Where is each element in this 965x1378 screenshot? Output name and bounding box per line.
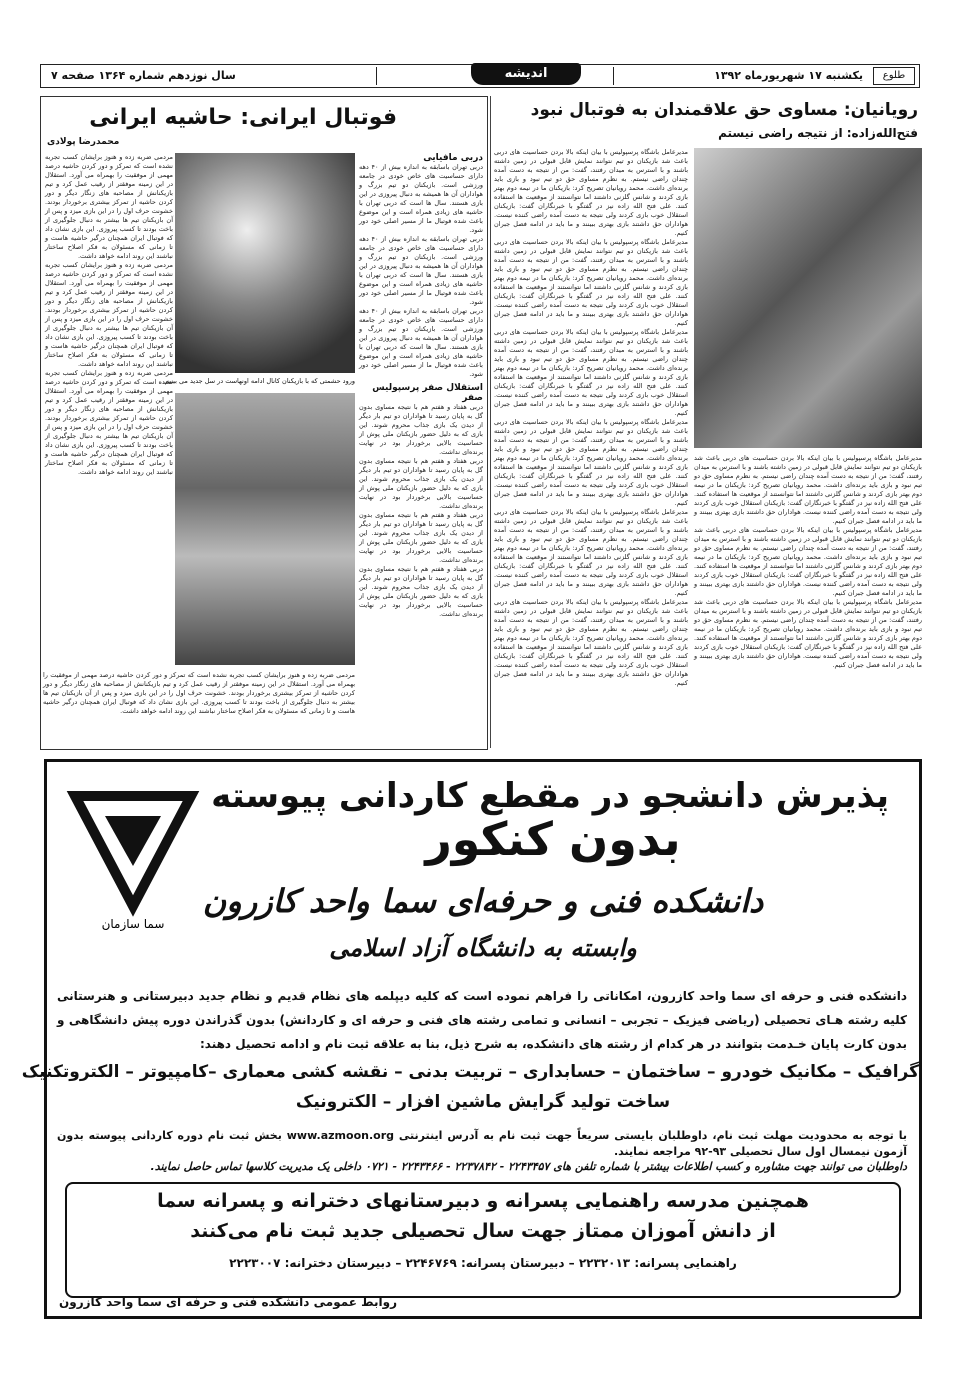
newspaper-logo: طلوع [873,67,915,85]
article-right-text-col1: مدیرعامل باشگاه پرسپولیس با بیان اینکه بالا بردن حساسیت های دربی باعث شد بازیکنان دو تیم نتوانند نمایش قابل قبولی در زمین داشته باشند و با استرس به میدان رفتند، گفت: من از نتیجه به دست آمده چندان راضی نیستم. به نظرم مساوی حق دو تیم نبود و بازی باید برنده‌ای داشت. محمد رویانیان تصریح کرد: بازیکنان ما در نیمه دوم بهتر بازی کردند و شانس گلزنی داشتند اما نتوانستند از موقعیت ها استفاده کنند. علی فتح الله زاده نیز در گفتگو با خبرنگاران گفت: بازیکنان استقلال خوب بازی کردند ولی نتیجه به دست آمده راضی کننده نیست. هواداران حق داشتند بازی بهتری ببینند و ما باید در ادامه فصل جبران کنیم. مدیرعامل باشگاه پرسپولیس با بیان اینکه بالا بردن حساسیت های دربی باعث شد بازیکنان دو تیم نتوانند نمایش قابل قبولی در زمین داشته باشند و با استرس به میدان رفتند، گفت: من از نتیجه به دست آمده چندان راضی نیستم. به نظرم مساوی حق دو تیم نبود و بازی باید برنده‌ای داشت. محمد رویانیان تصریح کرد: بازیکنان ما در نیمه دوم بهتر بازی کردند و شانس گلزنی داشتند اما نتوانستند از موقعیت ها استفاده کنند. علی فتح الله زاده نیز در گفتگو با خبرنگاران گفت: بازیکنان استقلال خوب بازی کردند ولی نتیجه به دست آمده راضی کننده نیست. هواداران حق داشتند بازی بهتری ببینند و ما باید در ادامه فصل جبران کنیم. مدیرعامل باشگاه پرسپولیس با بیان اینکه بالا بردن حساسیت های دربی باعث شد بازیکنان دو تیم نتوانند نمایش قابل قبولی در زمین داشته باشند و با استرس به میدان رفتند، گفت: من از نتیجه به دست آمده چندان راضی نیستم. به نظرم مساوی حق دو تیم نبود و بازی باید برنده‌ای داشت. محمد رویانیان تصریح کرد: بازیکنان ما در نیمه دوم بهتر بازی کردند و شانس گلزنی داشتند اما نتوانستند از موقعیت ها استفاده کنند. علی فتح الله زاده نیز در گفتگو با خبرنگاران گفت: بازیکنان استقلال خوب بازی کردند ولی نتیجه به دست آمده راضی کننده نیست. هواداران حق داشتند بازی بهتری ببینند و ما باید در ادامه فصل جبران کنیم. مدیرعامل باشگاه پرسپولیس با بیان اینکه بالا بردن حساسیت های دربی باعث شد بازیکنان دو تیم نتوانند نمایش قابل قبولی در زمین داشته باشند و با استرس به میدان رفتند، گفت: من از نتیجه به دست آمده چندان راضی نیستم. به نظرم مساوی حق دو تیم نبود و بازی باید برنده‌ای داشت. محمد رویانیان تصریح کرد: بازیکنان ما در نیمه دوم بهتر بازی کردند و شانس گلزنی داشتند اما نتوانستند از موقعیت ها استفاده کنند. علی فتح الله زاده نیز در گفتگو با خبرنگاران گفت: بازیکنان استقلال خوب بازی کردند ولی نتیجه به دست آمده راضی کننده نیست. هواداران حق داشتند بازی بهتری ببینند و ما باید در ادامه فصل جبران کنیم. مدیرعامل باشگاه پرسپولیس با بیان اینکه بالا بردن حساسیت های دربی باعث شد بازیکنان دو تیم نتوانند نمایش قابل قبولی در زمین داشته باشند و با استرس به میدان رفتند، گفت: من از نتیجه به دست آمده چندان راضی نیستم. به نظرم مساوی حق دو تیم نبود و بازی باید برنده‌ای داشت. محمد رویانیان تصریح کرد: بازیکنان ما در نیمه دوم بهتر بازی کردند و شانس گلزنی داشتند اما نتوانستند از موقعیت ها استفاده کنند. علی فتح الله زاده نیز در گفتگو با خبرنگاران گفت: بازیکنان استقلال خوب بازی کردند ولی نتیجه به دست آمده راضی کننده نیست. هواداران حق داشتند بازی بهتری ببینند و ما باید در ادامه فصل جبران کنیم. مدیرعامل باشگاه پرسپولیس با بیان اینکه بالا بردن حساسیت های دربی باعث شد بازیکنان دو تیم نتوانند نمایش قابل قبولی در زمین داشته باشند و با استرس به میدان رفتند، گفت: من از نتیجه به دست آمده چندان راضی نیستم. به نظرم مساوی حق دو تیم نبود و بازی باید برنده‌ای داشت. محمد رویانیان تصریح کرد: بازیکنان ما در نیمه دوم بهتر بازی کردند و شانس گلزنی داشتند اما نتوانستند از موقعیت ها استفاده کنند. علی فتح الله زاده نیز در گفتگو با خبرنگاران گفت: بازیکنان استقلال خوب بازی کردند ولی نتیجه به دست آمده راضی کننده نیست. هواداران حق داشتند بازی بهتری ببینند و ما باید در ادامه فصل جبران کنیم. [494,148,688,687]
article-left-frame [40,96,488,750]
advert-line4: وابسته به دانشگاه آزاد اسلامی [329,934,637,962]
football-photo [175,153,355,373]
advert-line3: دانشکده فنی و حرفه‌ای سما واحد کازرون [202,882,764,920]
school-box [65,1182,901,1298]
col1-heading: دربی مافیایی [423,153,483,163]
article-left-byline: محمدرضا پولادی [47,137,120,147]
advert-paragraph1: دانشکده فنی و حرفه ای سما واحد کازرون، امکاناتی را فراهم نموده است که کلیه دیپلمه های نظام قدیم و نظام جدید دبیرستانی و هنرستانی کلیه رشته هـای تحصیلی (ریاضی فیزیک – تجربی – انسانی و تمامی رشته های فنی و حرفه ای و کاردانش) بدون گذراندن دوره پیش دانشگاهی و بدون کارت پایان خـدمت بتوانند در هر کدام از رشته های دانشکده، به شرح ذیل، بنا به علاقه ثبت نام و ادامه تحصیل دهند: [57,989,907,1051]
article-right-photo [694,148,922,448]
logo-caption: سما سازمان [101,917,165,931]
page-header [40,64,920,88]
article-left-col-bottom: مردمی ضربه زده و هنوز برایشان کسب تجربه نشده است که تمرکز و دور کردن حاشیه درصد مهمی از موفقیت را بهمراه می آورد. استقلال در این زمینه موفقتر از رقیب عمل کرد و تیم بازیکنانش از مصاحبه های زنگار دیگر و دور کردن حاشیه از تمرکز بیشتری برخوردار بودند. خشونت حرف اول را در این بازی میزد و پس از آن بازیکنان تیم ها بیشتر به دنبال جلوگیری از باخت بودند تا کسب پیروزی. این بازی نشان داد که فوتبال ایران همچنان درگیر حاشیه هاست و تا زمانی که مسئولان به فکر اصلاح ساختار نباشند این روند ادامه خواهد داشت. [43,671,355,715]
advert-box [21,759,922,1319]
advert-line2: بدون کنکور [425,812,681,866]
advert-paragraph3: داوطلبان می توانند جهت مشاوره و کسب اطلاعات بیشتر با شماره تلفن های ۲۲۴۳۴۵۷ - ۲۲۳۷۸۴۲ - ۲۲۴۳۴۶۶ - ۰۷۲۱ داخلی یک مدیریت کلاسها تماس حاصل نمایند. [150,1160,907,1173]
header-date: یکشنبه ۱۷ شهریورماه ۱۳۹۲ [613,67,913,85]
article-left-title: فوتبال ایرانی: حاشیه ایرانی [89,105,397,130]
advert-paragraph2: با توجه به محدودیت مهلت ثبت نام، داوطلبان بایستی سریعاً جهت ثبت نام به آدرس اینترنتی www.azmoon.org بخش ثبت نام دوره کاردانی پیوسته بدون آزمون نیمسال اول سال تحصیلی ۹۳-۹۲ مراجعه نمایند. [57,1129,907,1158]
article-right-frame [494,96,922,750]
col1-heading2: استقلال صفر پرسپولیس صفر [372,383,483,403]
school-phones: راهنمایی پسرانه: ۲۲۳۲۰۱۳ – دبیرستان پسرانه: ۲۲۴۶۷۶۹ – دبیرستان دخترانه: ۲۲۲۳۰۰۷ [229,1256,737,1270]
advert-footer: روابط عمومی دانشکده فنی و حرفه ای سما واحد کازرون [59,1295,397,1309]
article-right-subtitle: فتح‌الله‌زاده: از نتیجه راضی نیستم [718,126,918,140]
column-divider [490,96,491,748]
article-left-col1b: استقلال صفر پرسپولیس صفر دربی هفتاد و هفتم هم با نتیجه مساوی بدون گل به پایان رسید تا هواداران دو تیم بار دیگر از دیدن یک بازی جذاب محروم شوند. این بازی که به دلیل حضور بازیکنان ملی پوش از حساسیت بالایی برخوردار بود در نهایت برنده‌ای نداشت. دربی هفتاد و هفتم هم با نتیجه مساوی بدون گل به پایان رسید تا هواداران دو تیم بار دیگر از دیدن یک بازی جذاب محروم شوند. این بازی که به دلیل حضور بازیکنان ملی پوش از حساسیت بالایی برخوردار بود در نهایت برنده‌ای نداشت. دربی هفتاد و هفتم هم با نتیجه مساوی بدون گل به پایان رسید تا هواداران دو تیم بار دیگر از دیدن یک بازی جذاب محروم شوند. این بازی که به دلیل حضور بازیکنان ملی پوش از حساسیت بالایی برخوردار بود در نهایت برنده‌ای نداشت. دربی هفتاد و هفتم هم با نتیجه مساوی بدون گل به پایان رسید تا هواداران دو تیم بار دیگر از دیدن یک بازی جذاب محروم شوند. این بازی که به دلیل حضور بازیکنان ملی پوش از حساسیت بالایی برخوردار بود در نهایت برنده‌ای نداشت. [359,383,483,618]
school-line2: از دانش آموزان ممتاز جهت سال تحصیلی جدید ثبت نام می‌کنند [190,1220,776,1242]
section-title: اندیشه [471,63,581,85]
advert-line1: پذیرش دانشجو در مقطع کاردانی پیوسته [211,776,889,816]
article-left-col2: مردمی ضربه زده و هنوز برایشان کسب تجربه نشده است که تمرکز و دور کردن حاشیه درصد مهمی از موفقیت را بهمراه می آورد. استقلال در این زمینه موفقتر از رقیب عمل کرد و تیم بازیکنانش از مصاحبه های زنگار دیگر و دور کردن حاشیه از تمرکز بیشتری برخوردار بودند. خشونت حرف اول را در این بازی میزد و پس از آن بازیکنان تیم ها بیشتر به دنبال جلوگیری از باخت بودند تا کسب پیروزی. این بازی نشان داد که فوتبال ایران همچنان درگیر حاشیه هاست و تا زمانی که مسئولان به فکر اصلاح ساختار نباشند این روند ادامه خواهد داشت. مردمی ضربه زده و هنوز برایشان کسب تجربه نشده است که تمرکز و دور کردن حاشیه درصد مهمی از موفقیت را بهمراه می آورد. استقلال در این زمینه موفقتر از رقیب عمل کرد و تیم بازیکنانش از مصاحبه های زنگار دیگر و دور کردن حاشیه از تمرکز بیشتری برخوردار بودند. خشونت حرف اول را در این بازی میزد و پس از آن بازیکنان تیم ها بیشتر به دنبال جلوگیری از باخت بودند تا کسب پیروزی. این بازی نشان داد که فوتبال ایران همچنان درگیر حاشیه هاست و تا زمانی که مسئولان به فکر اصلاح ساختار نباشند این روند ادامه خواهد داشت. مردمی ضربه زده و هنوز برایشان کسب تجربه نشده است که تمرکز و دور کردن حاشیه درصد مهمی از موفقیت را بهمراه می آورد. استقلال در این زمینه موفقتر از رقیب عمل کرد و تیم بازیکنانش از مصاحبه های زنگار دیگر و دور کردن حاشیه از تمرکز بیشتری برخوردار بودند. خشونت حرف اول را در این بازی میزد و پس از آن بازیکنان تیم ها بیشتر به دنبال جلوگیری از باخت بودند تا کسب پیروزی. این بازی نشان داد که فوتبال ایران همچنان درگیر حاشیه هاست و تا زمانی که مسئولان به فکر اصلاح ساختار نباشند این روند ادامه خواهد داشت. [45,153,173,476]
advert-fields1: گرافیک – مکانیک خودرو – ساختمان – حسابداری – تربیت بدنی – نقشه کشی معماری –کامپیوتر – الکتروتکنیک [21,1062,919,1082]
school-line1: همچنین مدرسه راهنمایی پسرانه و دبیرستانهای دخترانه و پسرانه سما [157,1190,809,1212]
article-right-title: رویانیان: مساوی حق علاقمندان به فوتبال نبود [530,100,918,120]
article-right-text-col2: مدیرعامل باشگاه پرسپولیس با بیان اینکه بالا بردن حساسیت های دربی باعث شد بازیکنان دو تیم نتوانند نمایش قابل قبولی در زمین داشته باشند و با استرس به میدان رفتند، گفت: من از نتیجه به دست آمده چندان راضی نیستم. به نظرم مساوی حق دو تیم نبود و بازی باید برنده‌ای داشت. محمد رویانیان تصریح کرد: بازیکنان ما در نیمه دوم بهتر بازی کردند و شانس گلزنی داشتند اما نتوانستند از موقعیت ها استفاده کنند. علی فتح الله زاده نیز در گفتگو با خبرنگاران گفت: بازیکنان استقلال خوب بازی کردند ولی نتیجه به دست آمده راضی کننده نیست. هواداران حق داشتند بازی بهتری ببینند و ما باید در ادامه فصل جبران کنیم. مدیرعامل باشگاه پرسپولیس با بیان اینکه بالا بردن حساسیت های دربی باعث شد بازیکنان دو تیم نتوانند نمایش قابل قبولی در زمین داشته باشند و با استرس به میدان رفتند، گفت: من از نتیجه به دست آمده چندان راضی نیستم. به نظرم مساوی حق دو تیم نبود و بازی باید برنده‌ای داشت. محمد رویانیان تصریح کرد: بازیکنان ما در نیمه دوم بهتر بازی کردند و شانس گلزنی داشتند اما نتوانستند از موقعیت ها استفاده کنند. علی فتح الله زاده نیز در گفتگو با خبرنگاران گفت: بازیکنان استقلال خوب بازی کردند ولی نتیجه به دست آمده راضی کننده نیست. هواداران حق داشتند بازی بهتری ببینند و ما باید در ادامه فصل جبران کنیم. مدیرعامل باشگاه پرسپولیس با بیان اینکه بالا بردن حساسیت های دربی باعث شد بازیکنان دو تیم نتوانند نمایش قابل قبولی در زمین داشته باشند و با استرس به میدان رفتند، گفت: من از نتیجه به دست آمده چندان راضی نیستم. به نظرم مساوی حق دو تیم نبود و بازی باید برنده‌ای داشت. محمد رویانیان تصریح کرد: بازیکنان ما در نیمه دوم بهتر بازی کردند و شانس گلزنی داشتند اما نتوانستند از موقعیت ها استفاده کنند. علی فتح الله زاده نیز در گفتگو با خبرنگاران گفت: بازیکنان استقلال خوب بازی کردند ولی نتیجه به دست آمده راضی کننده نیست. هواداران حق داشتند بازی بهتری ببینند و ما باید در ادامه فصل جبران کنیم. [694,454,922,669]
article-left-col1: دربی مافیایی دربی تهران باسابقه به اندازه بیش از ۴۰ دهه دارای حساسیت های خاص خودی در جامعه ورزشی است. بازیکنان دو تیم بزرگ و هواداران آن ها همیشه به دنبال پیروزی در این بازی هستند. سال ها است که دربی تهران با حاشیه های زیادی همراه است و این موضوع باعث شده فوتبال ما از مسیر اصلی خود دور شود. دربی تهران باسابقه به اندازه بیش از ۴۰ دهه دارای حساسیت های خاص خودی در جامعه ورزشی است. بازیکنان دو تیم بزرگ و هواداران آن ها همیشه به دنبال پیروزی در این بازی هستند. سال ها است که دربی تهران با حاشیه های زیادی همراه است و این موضوع باعث شده فوتبال ما از مسیر اصلی خود دور شود. دربی تهران باسابقه به اندازه بیش از ۴۰ دهه دارای حساسیت های خاص خودی در جامعه ورزشی است. بازیکنان دو تیم بزرگ و هواداران آن ها همیشه به دنبال پیروزی در این بازی هستند. سال ها است که دربی تهران با حاشیه های زیادی همراه است و این موضوع باعث شده فوتبال ما از مسیر اصلی خود دور شود. [359,153,483,378]
fan-photo [175,393,355,665]
photo-caption: ورود حشمتی که با بازیکنان کانال ادامه اونهاست در سل جدید می بینیم. [162,377,355,385]
header-issue: سال نوزدهم شماره ۱۳۶۴ صفحه ۷ [47,67,377,85]
advert-fields2: ساخت تولید گرایش ماشین افزار – الکترونیک [295,1092,671,1112]
